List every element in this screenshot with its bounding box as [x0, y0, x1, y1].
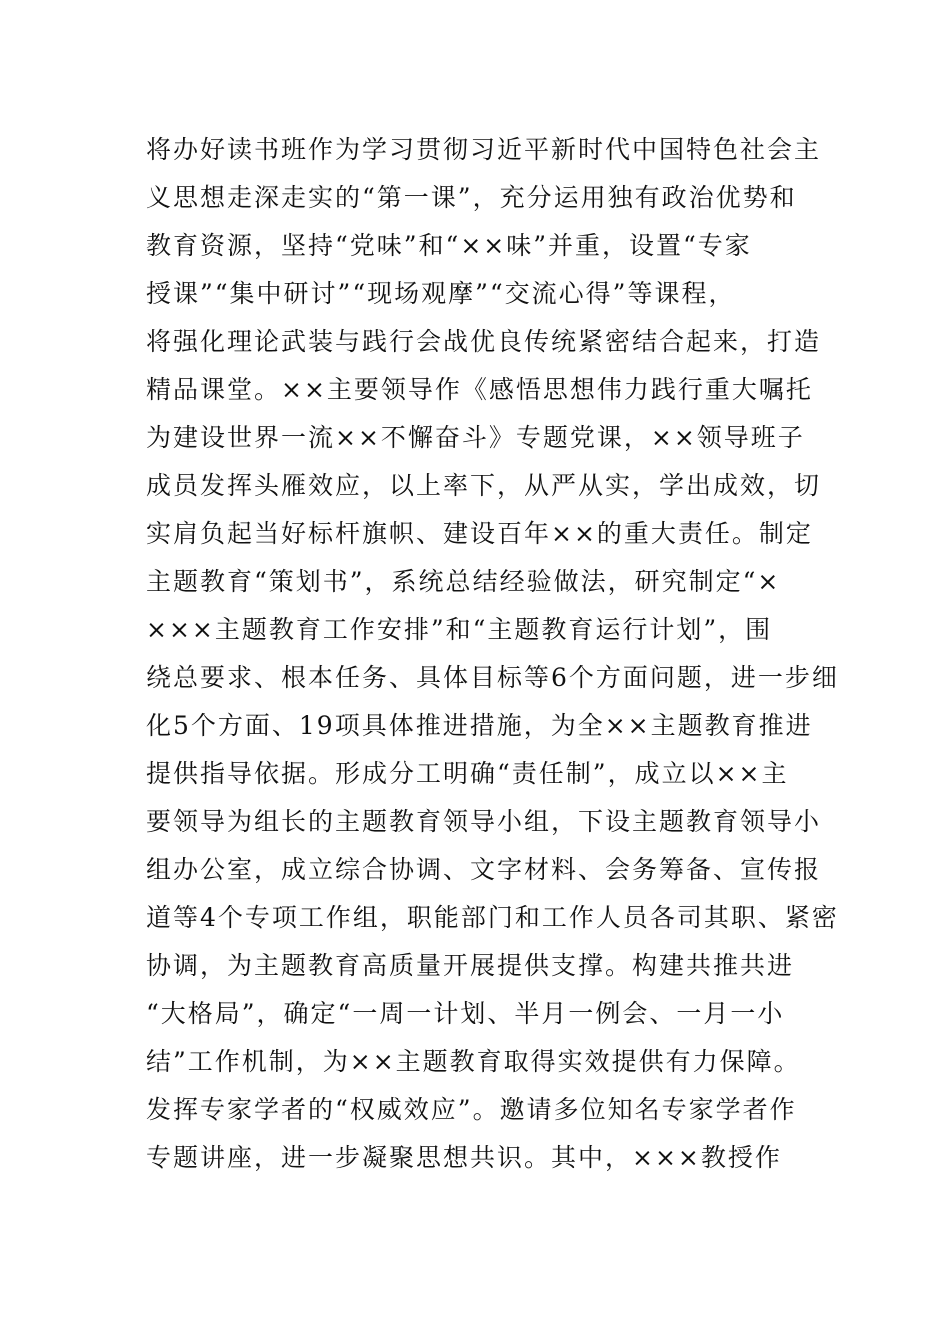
text-line: 成员发挥头雁效应，以上率下，从严从实，学出成效，切: [146, 471, 822, 500]
text-line: 将办好读书班作为学习贯彻习近平新时代中国特色社会主: [146, 135, 822, 164]
text-line: ×××主题教育工作安排”和“主题教育运行计划”，围: [146, 615, 773, 644]
text-line: 发挥专家学者的“权威效应”。邀请多位知名专家学者作: [146, 1095, 797, 1124]
text-line: 结”工作机制，为××主题教育取得实效提供有力保障。: [146, 1047, 801, 1076]
text-line: 为建设世界一流××不懈奋斗》专题党课，××领导班子: [146, 423, 805, 452]
text-line: 道等4个专项工作组，职能部门和工作人员各司其职、紧密: [146, 903, 839, 932]
text-line: 义思想走深走实的“第一课”，充分运用独有政治优势和: [146, 183, 797, 212]
text-line: “大格局”，确定“一周一计划、半月一例会、一月一小: [146, 999, 785, 1028]
text-line: 主题教育“策划书”，系统总结经验做法，研究制定“×: [146, 567, 781, 596]
text-line: 教育资源，坚持“党味”和“××味”并重，设置“专家: [146, 231, 752, 260]
text-line: 要领导为组长的主题教育领导小组，下设主题教育领导小: [146, 807, 822, 836]
body-text: [146, 126, 839, 1182]
text-line: 提供指导依据。形成分工明确“责任制”，成立以××主: [146, 759, 789, 788]
text-line: 组办公室，成立综合协调、文字材料、会务筹备、宣传报: [146, 855, 822, 884]
text-line: 将强化理论武装与践行会战优良传统紧密结合起来，打造: [146, 327, 822, 356]
text-line: 化5个方面、19项具体推进措施，为全××主题教育推进: [146, 711, 813, 740]
text-line: 专题讲座，进一步凝聚思想共识。其中，×××教授作: [146, 1143, 782, 1172]
text-line: 授课”“集中研讨”“现场观摩”“交流心得”等课程，: [146, 279, 736, 308]
text-line: 协调，为主题教育高质量开展提供支撑。构建共推共进: [146, 951, 795, 980]
text-line: 绕总要求、根本任务、具体目标等6个方面问题，进一步细: [146, 663, 839, 692]
text-line: 精品课堂。××主要领导作《感悟思想伟力践行重大嘱托: [146, 375, 813, 404]
text-line: 实肩负起当好标杆旗帜、建设百年××的重大责任。制定: [146, 519, 813, 548]
